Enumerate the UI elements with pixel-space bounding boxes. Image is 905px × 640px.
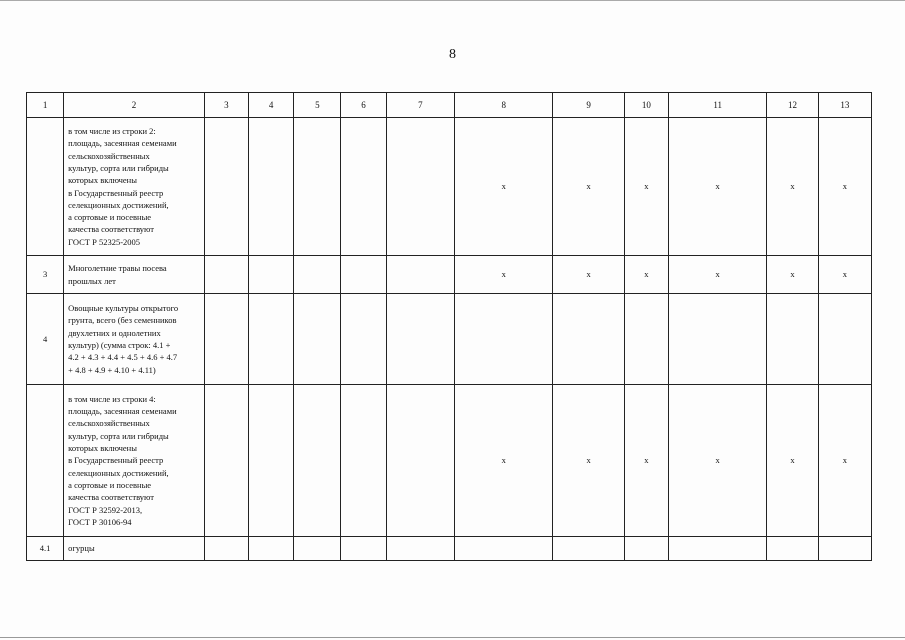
cell-col-9 [553,537,624,561]
cell-col-4 [249,385,294,537]
cell-col-8: x [454,118,552,256]
scan-edge-top [0,0,905,1]
column-header-8: 8 [454,93,552,118]
data-table [26,92,872,561]
cell-col-13: x [818,118,871,256]
cell-col-10 [624,294,668,385]
cell-col-12: x [767,118,818,256]
cell-col-11: x [668,385,766,537]
column-header-2: 2 [64,93,205,118]
row-label-text: в том числе из строки 4: площадь, засеянная семенами сельскохозяйственных культур, сорта или гибриды которых включены в Государственный реестр селекционных достижений, а сортовые и посевные качества соответствуют ГОСТ Р 32592-2013, ГОСТ Р 30106-94 [68,393,177,527]
row-label-cell [64,256,205,294]
cell-col-7 [386,294,454,385]
cell-col-8: x [454,256,552,294]
row-number-cell: 3 [27,256,64,294]
column-header-3: 3 [204,93,248,118]
cell-col-13 [818,537,871,561]
cell-col-6 [341,294,386,385]
row-number-cell [27,385,64,537]
cell-col-12 [767,537,818,561]
row-number-cell: 4 [27,294,64,385]
cell-col-10: x [624,256,668,294]
row-label-text: Многолетние травы посева прошлых лет [68,263,167,286]
column-header-11: 11 [668,93,766,118]
cell-col-5 [294,256,341,294]
cell-col-9 [553,294,624,385]
cell-col-9: x [553,118,624,256]
cell-col-10: x [624,118,668,256]
cell-col-3 [204,118,248,256]
cell-col-4 [249,537,294,561]
row-number-cell [27,118,64,256]
column-header-4: 4 [249,93,294,118]
cell-col-3 [204,385,248,537]
column-header-1: 1 [27,93,64,118]
table-row [27,294,872,385]
cell-col-8 [454,294,552,385]
cell-col-10 [624,537,668,561]
cell-col-13: x [818,256,871,294]
cell-col-12: x [767,256,818,294]
column-header-6: 6 [341,93,386,118]
cell-col-11: x [668,256,766,294]
cell-col-11 [668,294,766,385]
cell-col-6 [341,537,386,561]
cell-col-5 [294,118,341,256]
row-number-cell: 4.1 [27,537,64,561]
column-header-10: 10 [624,93,668,118]
row-label-text: огурцы [68,543,95,554]
cell-col-8 [454,537,552,561]
cell-col-9: x [553,256,624,294]
cell-col-11 [668,537,766,561]
page-number: 8 [449,47,456,62]
cell-col-5 [294,537,341,561]
cell-col-8: x [454,385,552,537]
cell-col-7 [386,118,454,256]
cell-col-3 [204,294,248,385]
header-row [27,93,872,118]
column-header-12: 12 [767,93,818,118]
row-label-text: Овощные культуры открытого грунта, всего (без семенников двухлетних и однолетних культур) (сумма строк: 4.1 + 4.2 + 4.3 + 4.4 + 4.5 + 4.6 + 4.7 + 4.8 + 4.9 + 4.10 + 4.11) [68,303,179,375]
cell-col-6 [341,385,386,537]
cell-col-5 [294,385,341,537]
cell-col-6 [341,256,386,294]
column-header-9: 9 [553,93,624,118]
cell-col-7 [386,537,454,561]
cell-col-4 [249,118,294,256]
cell-col-4 [249,294,294,385]
row-label-cell [64,118,205,256]
row-label-text: в том числе из строки 2: площадь, засеянная семенами сельскохозяйственных культур, сорта или гибриды которых включены в Государственный реестр селекционных достижений, а сортовые и посевные качества соответствуют ГОСТ Р 52325-2005 [68,126,177,247]
cell-col-12 [767,294,818,385]
table-row [27,256,872,294]
table-row [27,118,872,256]
scan-edge-bottom [0,637,905,638]
column-header-7: 7 [386,93,454,118]
column-header-13: 13 [818,93,871,118]
table-row [27,537,872,561]
cell-col-7 [386,385,454,537]
cell-col-13: x [818,385,871,537]
column-header-5: 5 [294,93,341,118]
cell-col-12: x [767,385,818,537]
row-label-cell [64,537,205,561]
cell-col-11: x [668,118,766,256]
cell-col-3 [204,537,248,561]
cell-col-4 [249,256,294,294]
cell-col-7 [386,256,454,294]
table-row [27,385,872,537]
row-label-cell [64,385,205,537]
cell-col-3 [204,256,248,294]
cell-col-5 [294,294,341,385]
cell-col-9: x [553,385,624,537]
cell-col-13 [818,294,871,385]
row-label-cell [64,294,205,385]
cell-col-10: x [624,385,668,537]
cell-col-6 [341,118,386,256]
